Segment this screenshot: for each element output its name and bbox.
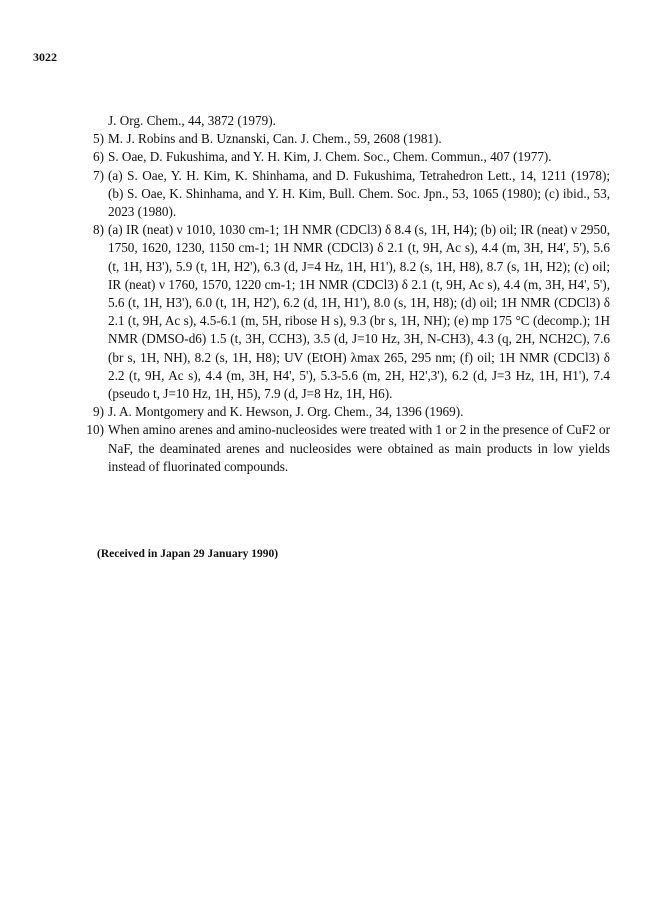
reference-number: 5) — [93, 131, 104, 147]
reference-10 — [82, 421, 610, 476]
reference-number: 8) — [93, 222, 104, 238]
reference-text: (a) S. Oae, Y. H. Kim, K. Shinhama, and D. Fukushima, Tetrahedron Lett., 14, 1211 (1978); (b) S. Oae, K. Shinhama, and Y. H. Kim, Bull. Chem. Soc. Jpn., 53, 1065 (1980); (c) ibid., 53, 2023 (1980). — [108, 167, 610, 220]
reference-number: 10) — [86, 422, 104, 438]
reference-text: M. J. Robins and B. Uznanski, Can. J. Chem., 59, 2608 (1981). — [108, 131, 442, 147]
reference-5 — [82, 130, 610, 148]
reference-number: 6) — [93, 149, 104, 165]
reference-4-continuation — [82, 112, 610, 130]
reference-9 — [82, 403, 610, 421]
reference-6 — [82, 148, 610, 166]
reference-text: (a) IR (neat) ν 1010, 1030 cm-1; 1H NMR (CDCl3) δ 8.4 (s, 1H, H4); (b) oil; IR (neat) ν 2950, 1750, 1620, 1230, 1150 cm-1; 1H NMR (CDCl3) δ 2.1 (t, 9H, Ac s), 4.4 (m, 3H, H4', 5'), 5.6 (t, 1H, H3'), 5.9 (t, 1H, H2'), 6.3 (d, J=4 Hz, 1H, H1'), 8.2 (s, 1H, H8), 8.7 (s, 1H, H2); (c) oil; IR (neat) ν 1760, 1570, 1220 cm-1; 1H NMR (CDCl3) δ 2.1 (t, 9H, Ac s), 4.4 (m, 3H, H4', 5'), 5.6 (t, 1H, H3'), 6.0 (t, 1H, H2'), 6.2 (d, 1H, H1'), 8.0 (s, 1H, H8); (d) oil; 1H NMR (CDCl3) δ 2.1 (t, 9H, Ac s), 4.5-6.1 (m, 5H, ribose H s), 9.3 (br s, 1H, NH); (e) mp 175 °C (decomp.); 1H NMR (DMSO-d6) 1.5 (t, 3H, CCH3), 3.5 (d, J=10 Hz, 3H, N-CH3), 4.3 (q, 2H, NCH2C), 7.6 (br s, 1H, NH), 8.2 (s, 1H, H8); UV (EtOH) λmax 265, 295 nm; (f) oil; 1H NMR (CDCl3) δ 2.2 (t, 9H, Ac s), 4.4 (m, 3H, H4', 5'), 5.3-5.6 (m, 2H, H2',3'), 6.2 (d, J=3 Hz, 1H, H1'), 7.4 (pseudo t, J=10 Hz, 1H, H5), 7.9 (d, J=8 Hz, 1H, H6). — [108, 222, 610, 402]
reference-text: J. A. Montgomery and K. Hewson, J. Org. Chem., 34, 1396 (1969). — [108, 404, 464, 420]
reference-7 — [82, 167, 610, 222]
reference-number: 9) — [93, 404, 104, 420]
reference-list — [82, 112, 610, 476]
reference-text: J. Org. Chem., 44, 3872 (1979). — [108, 113, 276, 128]
page-number: 3022 — [33, 50, 57, 64]
reference-8 — [82, 221, 610, 403]
reference-text: When amino arenes and amino-nucleosides were treated with 1 or 2 in the presence of CuF2 or NaF, the deaminated arenes and nucleosides were obtained as main products in low yields instead of fluorinated compounds. — [108, 422, 610, 474]
reference-number: 7) — [93, 167, 104, 183]
received-date: (Received in Japan 29 January 1990) — [97, 548, 279, 560]
reference-text: S. Oae, D. Fukushima, and Y. H. Kim, J. Chem. Soc., Chem. Commun., 407 (1977). — [108, 149, 552, 165]
